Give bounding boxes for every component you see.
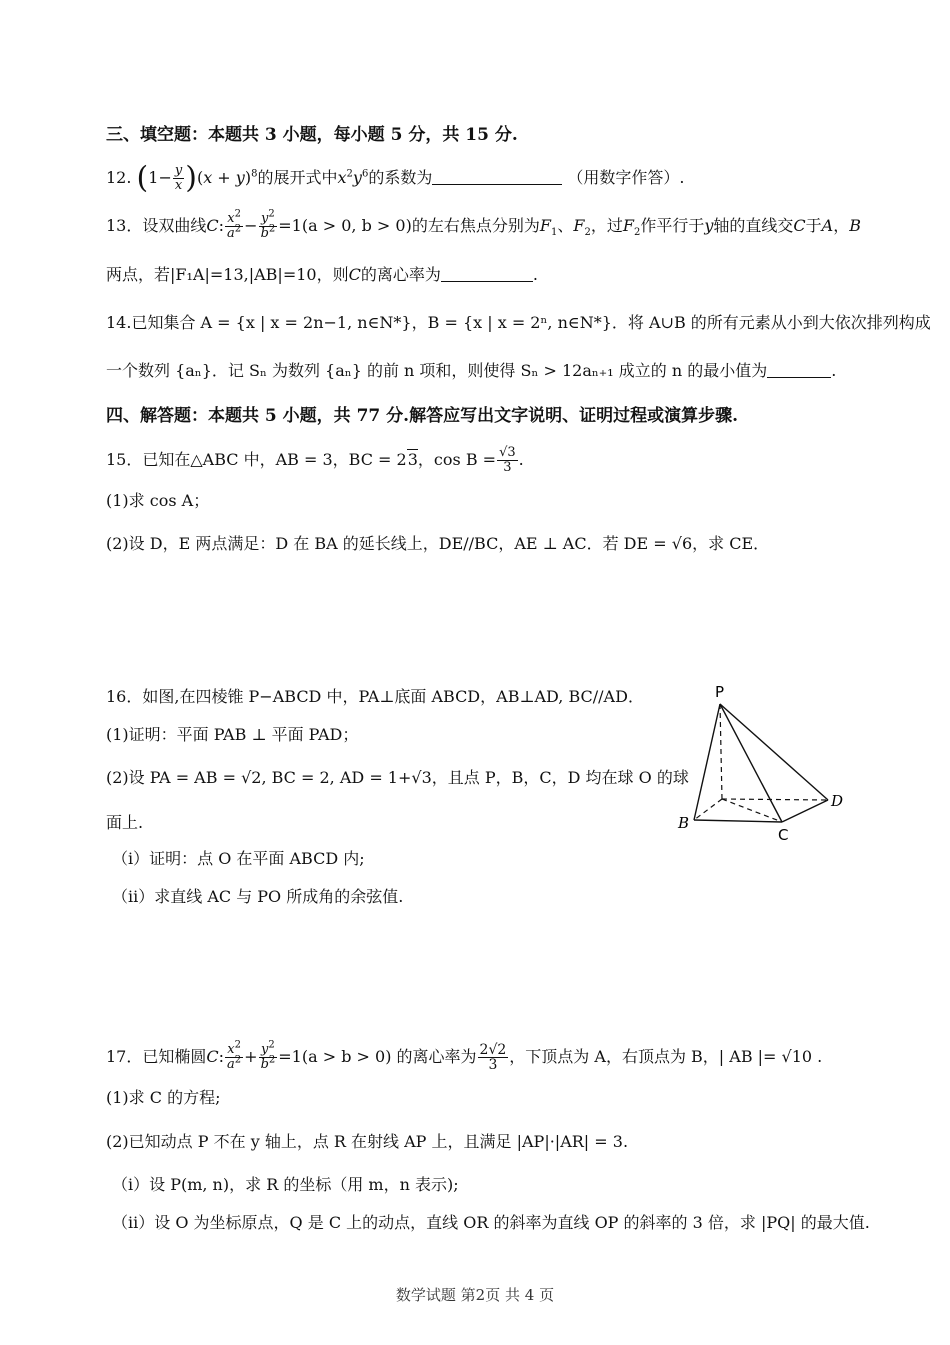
page-footer: 数学试题 第2页 共 4 页	[395, 1286, 555, 1304]
question-16-stem: 16．如图,在四棱锥 P−ABCD 中，PA⊥底面 ABCD，AB⊥AD, BC//AD．	[106, 687, 644, 706]
edge-AD-hidden	[722, 799, 828, 800]
question-14-line-2: 一个数列 {aₙ}．记 Sₙ 为数列 {aₙ} 的前 n 项和，则使得 Sₙ > 12aₙ₊₁ 成立的 n 的最小值为 .	[106, 361, 837, 380]
question-17-part-2-ii: （ii）设 O 为坐标原点，Q 是 C 上的动点，直线 OR 的斜率为直线 OP 的斜率的 3 倍，求 |PQ| 的最大值.	[112, 1213, 870, 1232]
question-16-part-1: (1)证明：平面 PAB ⊥ 平面 PAD；	[106, 725, 359, 744]
edge-PB	[694, 704, 720, 820]
question-13-line-1: 13．设双曲线C: $\frac{x^2}{a^2}$ − $\frac{y^2}{b^2}$ =1(a > 0, b > 0)的左右焦点分别为$F_1$、$F_2$，过$F_2$作平行于y轴的直线交C于A，B	[106, 208, 861, 241]
section-3-heading: 三、填空题：本题共 3 小题，每小题 5 分，共 15 分.	[106, 125, 518, 145]
question-16-part-2-i: （i）证明：点 O 在平面 ABCD 内;	[112, 849, 365, 868]
question-17-part-1: (1)求 C 的方程;	[106, 1088, 221, 1107]
edge-PD	[720, 704, 828, 800]
section-4-heading: 四、解答题：本题共 5 小题，共 77 分.解答应写出文字说明、证明过程或演算步骤.	[106, 406, 738, 426]
question-15-stem: 15．已知在△ABC 中，AB = 3，BC = 23，cos B = $\frac{√3}{3}$ .	[106, 445, 524, 475]
question-12: 12. (1− $\frac{y}{x}$ )$(x + y)^8$的展开式中$x^2y^6$的系数为 （用数字作答）.	[106, 160, 685, 196]
label-C: C	[778, 826, 789, 844]
answer-blank-13	[441, 265, 533, 282]
question-17-stem: 17．已知椭圆C: $\frac{x^2}{a^2}$ + $\frac{y^2}{b^2}$ =1(a > b > 0) 的离心率为 $\frac{2√2}{3}$ ，下顶点为 A，右顶点为 B，| AB |= √10 .	[106, 1039, 823, 1073]
label-B: B	[678, 814, 690, 832]
label-P: P	[715, 683, 725, 701]
question-16-part-2-cont: 面上.	[106, 813, 144, 832]
question-16-part-2: (2)设 PA = AB = √2, BC = 2, AD = 1+√3，且点 P，B，C，D 均在球 O 的球	[106, 768, 689, 787]
pyramid-figure	[670, 682, 860, 842]
question-13-line-2: 两点，若|F₁A|=13,|AB|=10，则C的离心率为 .	[106, 265, 538, 284]
edge-AC-hidden	[722, 799, 782, 822]
label-D: D	[831, 792, 844, 810]
edge-PA-hidden	[720, 704, 722, 799]
edge-PC	[720, 704, 782, 822]
question-15-part-2: (2)设 D，E 两点满足：D 在 BA 的延长线上，DE//BC，AE ⊥ AC．若 DE = √6，求 CE．	[106, 534, 770, 553]
edge-BC	[694, 820, 782, 822]
edge-CD	[782, 800, 828, 822]
question-17-part-2: (2)已知动点 P 不在 y 轴上，点 R 在射线 AP 上，且满足 |AP|·|AR| = 3.	[106, 1132, 629, 1151]
question-16-part-2-ii: （ii）求直线 AC 与 PO 所成角的余弦值.	[112, 887, 404, 906]
answer-blank-12	[432, 168, 562, 185]
question-17-part-2-i: （i）设 P(m, n)，求 R 的坐标（用 m，n 表示);	[112, 1175, 459, 1194]
answer-blank-14	[767, 361, 831, 378]
question-15-part-1: (1)求 cos A；	[106, 491, 210, 510]
question-14-line-1: 14.已知集合 A = {x | x = 2n−1, n∈N*}，B = {x | x = 2ⁿ, n∈N*}．将 A∪B 的所有元素从小到大依次排列构成	[106, 313, 931, 332]
